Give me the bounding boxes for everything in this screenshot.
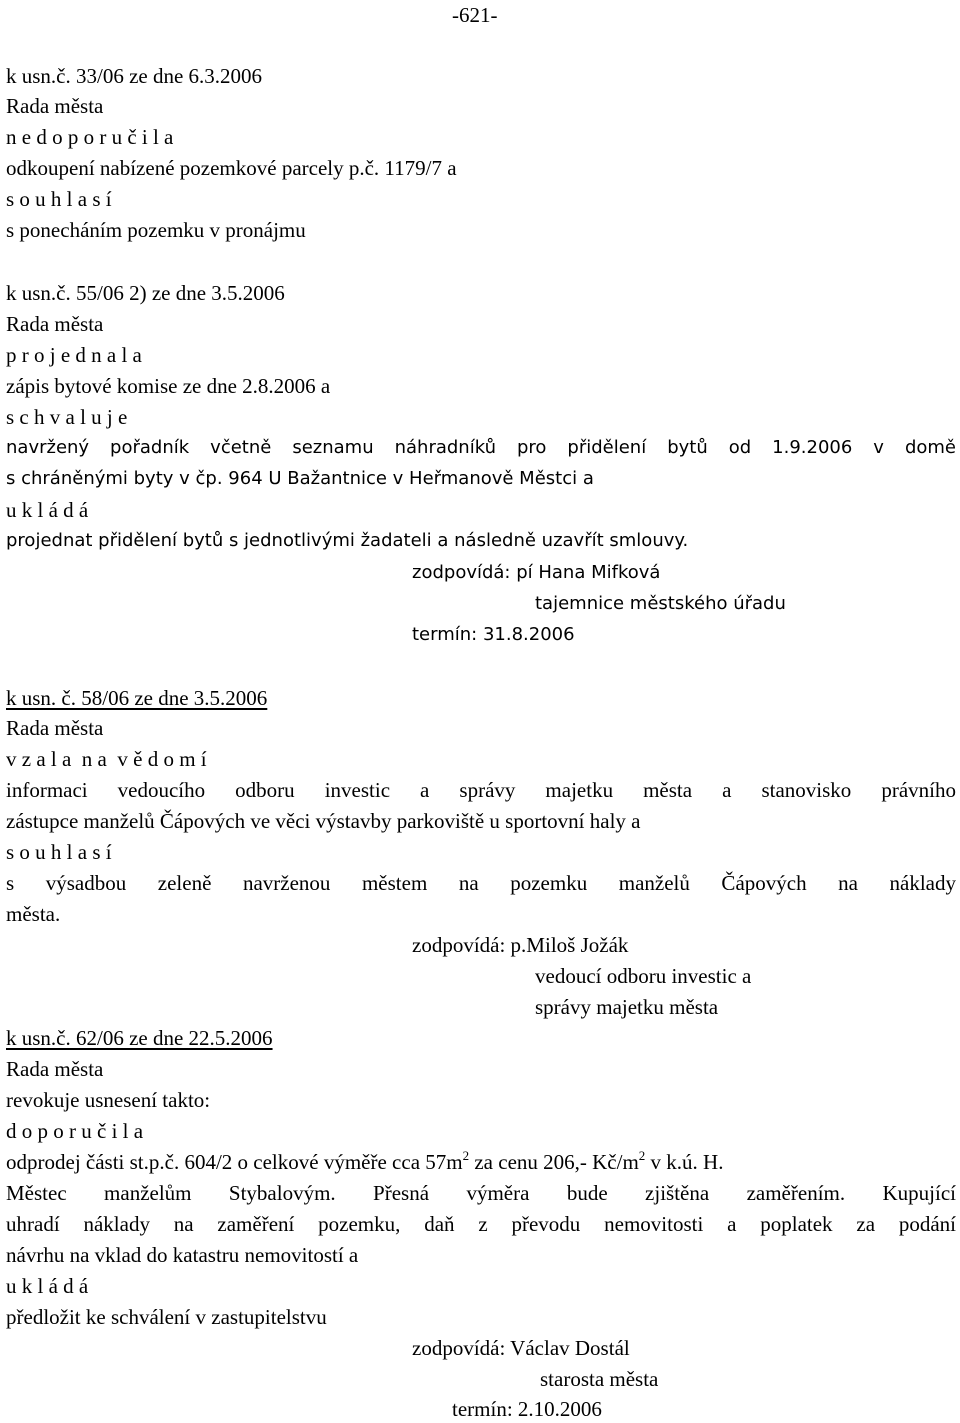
verb-agrees: s o u h l a s í	[6, 840, 112, 864]
verb-not-recommended: n e d o p o r u č i l a	[6, 125, 174, 149]
responsible-person: zodpovídá: pí Hana Mifková	[412, 562, 661, 583]
council-label: Rada města	[6, 716, 104, 740]
page-number: -621-	[452, 3, 498, 27]
body-text: zápis bytové komise ze dne 2.8.2006 a	[6, 374, 331, 398]
council-label: Rada města	[6, 94, 104, 118]
body-text: navržený pořadník včetně seznamu náhradníků pro přidělení bytů od 1.9.2006 v domě	[6, 437, 956, 458]
body-text: uhradí náklady na zaměření pozemku, daň z převodu nemovitosti a poplatek za podání	[6, 1212, 956, 1236]
body-text: s chráněnými byty v čp. 964 U Bažantnice v Heřmanově Městci a	[6, 468, 594, 489]
superscript: 2	[638, 1148, 646, 1163]
body-text: návrhu na vklad do katastru nemovitostí a	[6, 1243, 359, 1267]
body-text: s ponecháním pozemku v pronájmu	[6, 218, 306, 242]
body-text: revokuje usnesení takto:	[6, 1088, 211, 1112]
deadline: termín: 31.8.2006	[412, 624, 575, 645]
council-label: Rada města	[6, 1057, 104, 1081]
deadline: termín: 2.10.2006	[452, 1397, 602, 1421]
resolution-reference: k usn.č. 62/06 ze dne 22.5.2006	[6, 1026, 273, 1050]
body-text: zástupce manželů Čápových ve věci výstavby parkoviště u sportovní haly a	[6, 809, 641, 833]
body-text: města.	[6, 902, 61, 926]
verb-assigns: u k l á d á	[6, 1274, 89, 1298]
body-text: projednat přidělení bytů s jednotlivými žadateli a následně uzavřít smlouvy.	[6, 530, 689, 551]
body-text: odkoupení nabízené pozemkové parcely p.č. 1179/7 a	[6, 156, 457, 180]
body-text-line	[6, 1149, 956, 1175]
verb-acknowledged: v z a l a n a v ě d o m í	[6, 747, 207, 771]
body-text: předložit ke schválení v zastupitelstvu	[6, 1305, 327, 1329]
body-text: Městec manželům Stybalovým. Přesná výměra bude zjištěna zaměřením. Kupující	[6, 1181, 956, 1205]
responsible-person: zodpovídá: Václav Dostál	[412, 1336, 630, 1360]
superscript: 2	[462, 1148, 470, 1163]
text-part: za cenu 206,- Kč/m	[469, 1150, 639, 1174]
body-text: s výsadbou zeleně navrženou městem na pozemku manželů Čápových na náklady	[6, 871, 956, 895]
body-text: informaci vedoucího odboru investic a správy majetku města a stanovisko právního	[6, 778, 956, 802]
verb-agrees: s o u h l a s í	[6, 187, 112, 211]
responsible-role: starosta města	[540, 1367, 659, 1391]
text-part: odprodej části st.p.č. 604/2 o celkové výměře cca 57m	[6, 1150, 463, 1174]
resolution-reference: k usn. č. 58/06 ze dne 3.5.2006	[6, 686, 268, 710]
body-text	[6, 1149, 723, 1175]
verb-approves: s c h v a l u j e	[6, 405, 128, 429]
text-part: v k.ú. H.	[645, 1150, 724, 1174]
verb-discussed: p r o j e d n a l a	[6, 343, 142, 367]
verb-assigns: u k l á d á	[6, 498, 89, 522]
resolution-reference: k usn.č. 33/06 ze dne 6.3.2006	[6, 64, 263, 88]
council-label: Rada města	[6, 312, 104, 336]
responsible-role: tajemnice městského úřadu	[535, 593, 786, 614]
resolution-reference: k usn.č. 55/06 2) ze dne 3.5.2006	[6, 281, 285, 305]
responsible-person: zodpovídá: p.Miloš Jožák	[412, 933, 629, 957]
responsible-role: správy majetku města	[535, 995, 719, 1019]
responsible-role: vedoucí odboru investic a	[535, 964, 752, 988]
verb-recommended: d o p o r u č i l a	[6, 1119, 144, 1143]
